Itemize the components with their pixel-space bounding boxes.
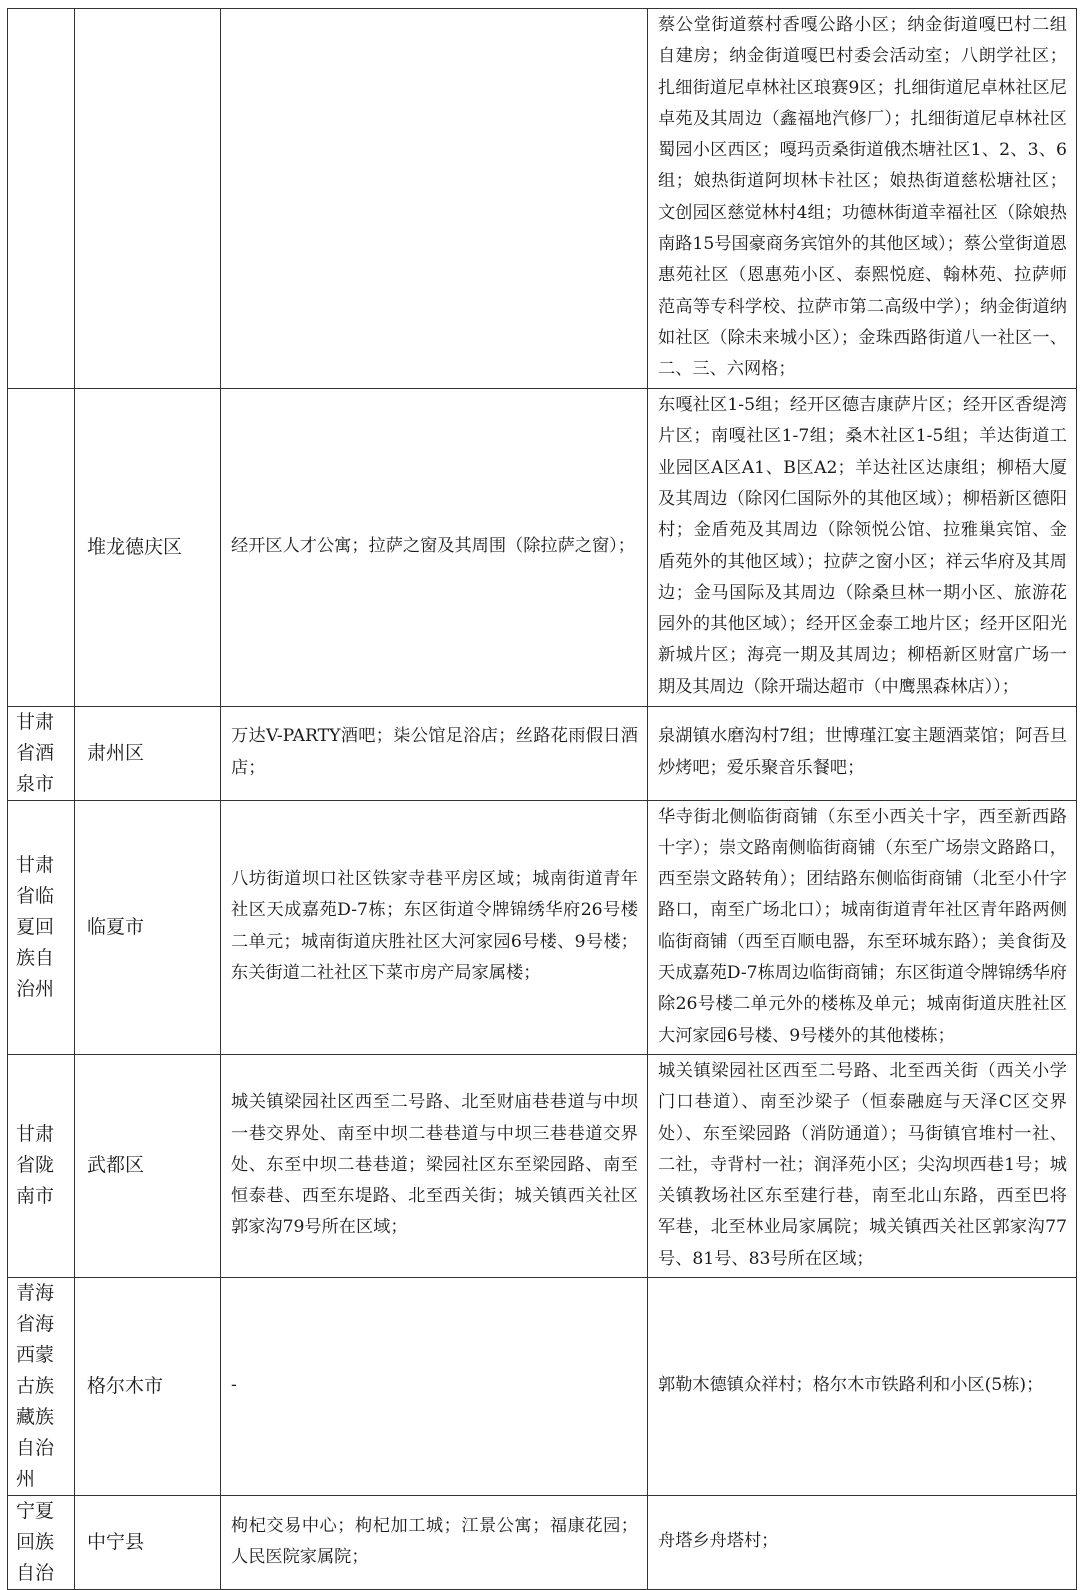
high-risk-cell: 枸杞交易中心；枸杞加工城；江景公寓；福康花园；人民医院家属院； (221, 1496, 648, 1590)
high-risk-cell: 经开区人才公寓；拉萨之窗及其周围（除拉萨之窗）； (221, 388, 648, 706)
table-row (8, 706, 1077, 800)
province-cell: 甘肃省临夏回族自治州 (8, 800, 75, 1054)
district-cell: 中宁县 (75, 1496, 221, 1590)
district-cell: 肃州区 (75, 706, 221, 800)
high-risk-cell: 万达V-PARTY酒吧；柒公馆足浴店；丝路花雨假日酒店； (221, 706, 648, 800)
low-risk-cell: 郭勒木德镇众祥村；格尔木市铁路利和小区(5栋)； (648, 1278, 1077, 1496)
low-risk-cell: 城关镇梁园社区西至二号路、北至西关街（西关小学门口巷道）、南至沙梁子（恒泰融庭与天泽C区交界处）、东至梁园路（消防通道）；马街镇官堆村一社、二社，寺背村一社；润泽苑小区；尖沟坝西巷1号；城关镇教场社区东至建行巷，南至北山东路，西至巴将军巷，北至林业局家属院；城关镇西关社区郭家沟77号、81号、83号所在区域； (648, 1054, 1077, 1277)
province-cell (8, 9, 75, 389)
district-cell: 堆龙德庆区 (75, 388, 221, 706)
district-cell: 格尔木市 (75, 1278, 221, 1496)
table-row (8, 800, 1077, 1054)
high-risk-cell: - (221, 1278, 648, 1496)
low-risk-cell: 舟塔乡舟塔村； (648, 1496, 1077, 1590)
table-row (8, 9, 1077, 389)
district-cell: 临夏市 (75, 800, 221, 1054)
table-row (8, 1496, 1077, 1590)
province-cell: 青海省海西蒙古族藏族自治州 (8, 1278, 75, 1496)
province-cell: 甘肃省陇南市 (8, 1054, 75, 1277)
province-cell: 宁夏回族自治 (8, 1496, 75, 1590)
district-cell (75, 9, 221, 389)
low-risk-cell: 蔡公堂街道蔡村香嘎公路小区；纳金街道嘎巴村二组自建房；纳金街道嘎巴村委会活动室；八朗学社区；扎细街道尼卓林社区琅赛9区；扎细街道尼卓林社区尼卓苑及其周边（鑫福地汽修厂）；扎细街道尼卓林社区蜀园小区西区；嘎玛贡桑街道俄杰塘社区1、2、3、6组；娘热街道阿坝林卡社区；娘热街道慈松塘社区；文创园区慈觉林村4组；功德林街道幸福社区（除娘热南路15号国豪商务宾馆外的其他区域）；蔡公堂街道恩惠苑社区（恩惠苑小区、泰熙悦庭、翰林苑、拉萨师范高等专科学校、拉萨市第二高级中学）；纳金街道纳如社区（除未来城小区）；金珠西路街道八一社区一、二、三、六网格； (648, 9, 1077, 389)
low-risk-cell: 泉湖镇水磨沟村7组；世博瑾江宴主题酒菜馆；阿吾旦炒烤吧；爱乐聚音乐餐吧； (648, 706, 1077, 800)
low-risk-cell: 华寺街北侧临街商铺（东至小西关十字，西至新西路十字）；崇文路南侧临街商铺（东至广场崇文路路口，西至崇文路转角）；团结路东侧临街商铺（北至小什字路口，南至广场北口）；城南街道青年社区青年路两侧临街商铺（西至百顺电器，东至环城东路）；美食街及天成嘉苑D-7栋周边临街商铺；东区街道令牌锦绣华府除26号楼二单元外的楼栋及单元；城南街道庆胜社区大河家园6号楼、9号楼外的其他楼栋； (648, 800, 1077, 1054)
table-row (8, 388, 1077, 706)
province-cell (8, 388, 75, 706)
table-row (8, 1278, 1077, 1496)
high-risk-cell (221, 9, 648, 389)
province-cell: 甘肃省酒泉市 (8, 706, 75, 800)
high-risk-cell: 城关镇梁园社区西至二号路、北至财庙巷巷道与中坝一巷交界处、南至中坝二巷巷道与中坝三巷巷道交界处、东至中坝二巷巷道；梁园社区东至梁园路、南至恒泰巷、西至东堤路、北至西关街；城关镇西关社区郭家沟79号所在区域； (221, 1054, 648, 1277)
high-risk-cell: 八坊街道坝口社区铁家寺巷平房区域；城南街道青年社区天成嘉苑D-7栋；东区街道令牌锦绣华府26号楼二单元；城南街道庆胜社区大河家园6号楼、9号楼；东关街道二社社区下菜市房产局家属楼； (221, 800, 648, 1054)
low-risk-cell: 东嘎社区1-5组；经开区德吉康萨片区；经开区香缇湾片区；南嘎社区1-7组；桑木社区1-5组；羊达街道工业园区A区A1、B区A2；羊达社区达康组；柳梧大厦及其周边（除冈仁国际外的其他区域）；柳梧新区德阳村；金盾苑及其周边（除领悦公馆、拉雅巢宾馆、金盾苑外的其他区域）；拉萨之窗小区；祥云华府及其周边；金马国际及其周边（除桑旦林一期小区、旅游花园外的其他区域）；经开区金泰工地片区；经开区阳光新城片区；海亮一期及其周边；柳梧新区财富广场一期及其周边（除开瑞达超市（中鹰黑森林店））； (648, 388, 1077, 706)
table-row (8, 1054, 1077, 1277)
district-cell: 武都区 (75, 1054, 221, 1277)
risk-area-table (7, 8, 1077, 1590)
